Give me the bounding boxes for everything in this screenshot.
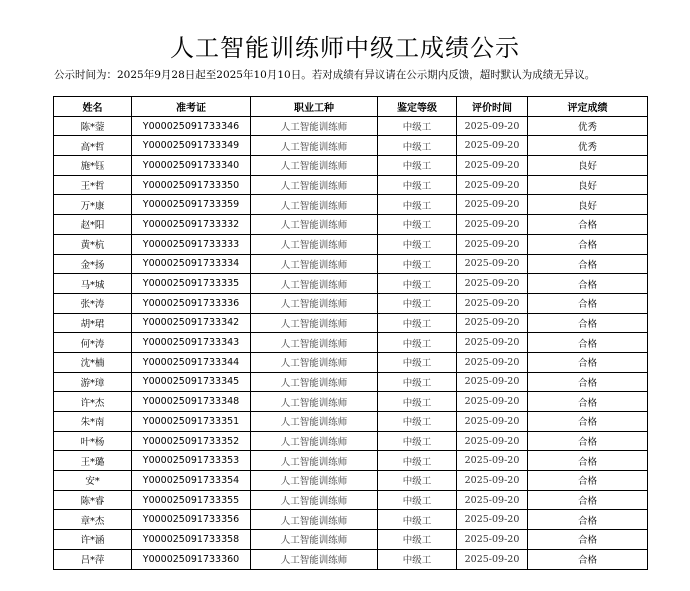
table-row — [54, 254, 648, 274]
cell-evaluation-date: 2025-09-20 — [457, 116, 528, 136]
cell-level: 中级工 — [378, 215, 457, 235]
cell-ticket-number: Y000025091733335 — [132, 274, 251, 294]
header-grade: 评定成绩 — [528, 97, 648, 117]
cell-grade: 合格 — [528, 215, 648, 235]
cell-evaluation-date: 2025-09-20 — [457, 254, 528, 274]
notice-text: 公示时间为：2025年9月28日起至2025年10月10日。若对成绩有异议请在公示期内反馈，超时默认为成绩无异议。 — [54, 69, 596, 81]
cell-grade: 优秀 — [528, 116, 648, 136]
table-row — [54, 372, 648, 392]
cell-level: 中级工 — [378, 254, 457, 274]
cell-evaluation-date: 2025-09-20 — [457, 490, 528, 510]
cell-level: 中级工 — [378, 431, 457, 451]
cell-grade: 合格 — [528, 471, 648, 491]
cell-grade: 合格 — [528, 530, 648, 550]
cell-job-type: 人工智能训练师 — [251, 195, 378, 215]
cell-name: 许*涵 — [54, 530, 132, 550]
cell-ticket-number: Y000025091733351 — [132, 412, 251, 432]
cell-level: 中级工 — [378, 549, 457, 569]
table-row — [54, 175, 648, 195]
table-row — [54, 352, 648, 372]
cell-evaluation-date: 2025-09-20 — [457, 412, 528, 432]
cell-job-type: 人工智能训练师 — [251, 254, 378, 274]
cell-job-type: 人工智能训练师 — [251, 293, 378, 313]
cell-level: 中级工 — [378, 392, 457, 412]
cell-job-type: 人工智能训练师 — [251, 392, 378, 412]
cell-evaluation-date: 2025-09-20 — [457, 431, 528, 451]
cell-level: 中级工 — [378, 195, 457, 215]
cell-name: 陈*睿 — [54, 490, 132, 510]
header-level: 鉴定等级 — [378, 97, 457, 117]
cell-job-type: 人工智能训练师 — [251, 116, 378, 136]
cell-name: 叶*杨 — [54, 431, 132, 451]
cell-level: 中级工 — [378, 412, 457, 432]
cell-level: 中级工 — [378, 293, 457, 313]
cell-level: 中级工 — [378, 451, 457, 471]
cell-evaluation-date: 2025-09-20 — [457, 530, 528, 550]
cell-ticket-number: Y000025091733348 — [132, 392, 251, 412]
cell-evaluation-date: 2025-09-20 — [457, 195, 528, 215]
cell-grade: 良好 — [528, 175, 648, 195]
cell-grade: 合格 — [528, 293, 648, 313]
cell-grade: 合格 — [528, 333, 648, 353]
cell-job-type: 人工智能训练师 — [251, 215, 378, 235]
cell-job-type: 人工智能训练师 — [251, 412, 378, 432]
cell-name: 高*哲 — [54, 136, 132, 156]
cell-level: 中级工 — [378, 234, 457, 254]
cell-ticket-number: Y000025091733360 — [132, 549, 251, 569]
cell-grade: 合格 — [528, 510, 648, 530]
table-row — [54, 156, 648, 176]
table-row — [54, 392, 648, 412]
cell-job-type: 人工智能训练师 — [251, 333, 378, 353]
cell-evaluation-date: 2025-09-20 — [457, 471, 528, 491]
cell-name: 何*涛 — [54, 333, 132, 353]
cell-evaluation-date: 2025-09-20 — [457, 510, 528, 530]
cell-name: 许*杰 — [54, 392, 132, 412]
cell-name: 张*涛 — [54, 293, 132, 313]
table-row — [54, 116, 648, 136]
cell-job-type: 人工智能训练师 — [251, 274, 378, 294]
cell-name: 胡*珺 — [54, 313, 132, 333]
cell-job-type: 人工智能训练师 — [251, 451, 378, 471]
cell-name: 赵*阳 — [54, 215, 132, 235]
cell-level: 中级工 — [378, 352, 457, 372]
cell-name: 万*康 — [54, 195, 132, 215]
table-row — [54, 274, 648, 294]
cell-evaluation-date: 2025-09-20 — [457, 313, 528, 333]
cell-job-type: 人工智能训练师 — [251, 352, 378, 372]
cell-name: 王*璐 — [54, 451, 132, 471]
cell-level: 中级工 — [378, 530, 457, 550]
cell-level: 中级工 — [378, 175, 457, 195]
cell-grade: 合格 — [528, 431, 648, 451]
cell-job-type: 人工智能训练师 — [251, 530, 378, 550]
cell-grade: 优秀 — [528, 136, 648, 156]
cell-grade: 合格 — [528, 352, 648, 372]
cell-job-type: 人工智能训练师 — [251, 156, 378, 176]
cell-job-type: 人工智能训练师 — [251, 136, 378, 156]
cell-grade: 合格 — [528, 412, 648, 432]
cell-evaluation-date: 2025-09-20 — [457, 293, 528, 313]
cell-evaluation-date: 2025-09-20 — [457, 333, 528, 353]
header-name: 姓名 — [54, 97, 132, 117]
results-table — [53, 96, 648, 570]
cell-ticket-number: Y000025091733332 — [132, 215, 251, 235]
cell-evaluation-date: 2025-09-20 — [457, 549, 528, 569]
cell-level: 中级工 — [378, 313, 457, 333]
cell-name: 章*杰 — [54, 510, 132, 530]
cell-evaluation-date: 2025-09-20 — [457, 451, 528, 471]
table-row — [54, 195, 648, 215]
cell-job-type: 人工智能训练师 — [251, 549, 378, 569]
cell-ticket-number: Y000025091733343 — [132, 333, 251, 353]
cell-name: 游*璋 — [54, 372, 132, 392]
cell-ticket-number: Y000025091733346 — [132, 116, 251, 136]
cell-job-type: 人工智能训练师 — [251, 510, 378, 530]
cell-job-type: 人工智能训练师 — [251, 175, 378, 195]
cell-job-type: 人工智能训练师 — [251, 471, 378, 491]
cell-ticket-number: Y000025091733342 — [132, 313, 251, 333]
cell-name: 黄*杭 — [54, 234, 132, 254]
cell-name: 安* — [54, 471, 132, 491]
cell-evaluation-date: 2025-09-20 — [457, 215, 528, 235]
cell-ticket-number: Y000025091733355 — [132, 490, 251, 510]
cell-level: 中级工 — [378, 136, 457, 156]
cell-ticket-number: Y000025091733353 — [132, 451, 251, 471]
cell-grade: 合格 — [528, 372, 648, 392]
cell-ticket-number: Y000025091733344 — [132, 352, 251, 372]
cell-ticket-number: Y000025091733340 — [132, 156, 251, 176]
table-row — [54, 136, 648, 156]
cell-evaluation-date: 2025-09-20 — [457, 392, 528, 412]
header-job: 职业工种 — [251, 97, 378, 117]
cell-ticket-number: Y000025091733350 — [132, 175, 251, 195]
cell-grade: 合格 — [528, 234, 648, 254]
cell-ticket-number: Y000025091733352 — [132, 431, 251, 451]
cell-evaluation-date: 2025-09-20 — [457, 136, 528, 156]
cell-job-type: 人工智能训练师 — [251, 431, 378, 451]
table-row — [54, 549, 648, 569]
page-title: 人工智能训练师中级工成绩公示 — [170, 34, 520, 63]
cell-ticket-number: Y000025091733359 — [132, 195, 251, 215]
cell-ticket-number: Y000025091733345 — [132, 372, 251, 392]
cell-job-type: 人工智能训练师 — [251, 313, 378, 333]
cell-grade: 合格 — [528, 451, 648, 471]
table-row — [54, 215, 648, 235]
cell-evaluation-date: 2025-09-20 — [457, 274, 528, 294]
cell-grade: 合格 — [528, 392, 648, 412]
table-row — [54, 451, 648, 471]
table-row — [54, 431, 648, 451]
cell-ticket-number: Y000025091733354 — [132, 471, 251, 491]
cell-grade: 合格 — [528, 254, 648, 274]
cell-name: 陈*蓥 — [54, 116, 132, 136]
cell-level: 中级工 — [378, 471, 457, 491]
cell-evaluation-date: 2025-09-20 — [457, 372, 528, 392]
cell-evaluation-date: 2025-09-20 — [457, 156, 528, 176]
cell-job-type: 人工智能训练师 — [251, 234, 378, 254]
table-row — [54, 234, 648, 254]
table-row — [54, 293, 648, 313]
cell-level: 中级工 — [378, 274, 457, 294]
cell-level: 中级工 — [378, 156, 457, 176]
table-body — [54, 116, 648, 569]
cell-evaluation-date: 2025-09-20 — [457, 175, 528, 195]
cell-name: 沈*楠 — [54, 352, 132, 372]
cell-ticket-number: Y000025091733349 — [132, 136, 251, 156]
cell-level: 中级工 — [378, 372, 457, 392]
header-date: 评价时间 — [457, 97, 528, 117]
cell-ticket-number: Y000025091733358 — [132, 530, 251, 550]
cell-grade: 合格 — [528, 274, 648, 294]
table-row — [54, 530, 648, 550]
cell-level: 中级工 — [378, 116, 457, 136]
cell-grade: 良好 — [528, 156, 648, 176]
cell-evaluation-date: 2025-09-20 — [457, 234, 528, 254]
cell-job-type: 人工智能训练师 — [251, 490, 378, 510]
table-row — [54, 333, 648, 353]
table-row — [54, 510, 648, 530]
cell-ticket-number: Y000025091733356 — [132, 510, 251, 530]
cell-name: 金*扬 — [54, 254, 132, 274]
cell-evaluation-date: 2025-09-20 — [457, 352, 528, 372]
cell-job-type: 人工智能训练师 — [251, 372, 378, 392]
cell-name: 马*城 — [54, 274, 132, 294]
cell-grade: 良好 — [528, 195, 648, 215]
cell-name: 施*钰 — [54, 156, 132, 176]
cell-level: 中级工 — [378, 490, 457, 510]
table-row — [54, 490, 648, 510]
table-row — [54, 412, 648, 432]
cell-name: 朱*南 — [54, 412, 132, 432]
header-ticket: 准考证 — [132, 97, 251, 117]
cell-name: 吕*萍 — [54, 549, 132, 569]
cell-level: 中级工 — [378, 510, 457, 530]
table-header-row — [54, 97, 648, 117]
cell-ticket-number: Y000025091733336 — [132, 293, 251, 313]
cell-name: 王*哲 — [54, 175, 132, 195]
cell-grade: 合格 — [528, 549, 648, 569]
cell-ticket-number: Y000025091733333 — [132, 234, 251, 254]
cell-grade: 合格 — [528, 313, 648, 333]
cell-grade: 合格 — [528, 490, 648, 510]
cell-level: 中级工 — [378, 333, 457, 353]
table-row — [54, 313, 648, 333]
table-row — [54, 471, 648, 491]
cell-ticket-number: Y000025091733334 — [132, 254, 251, 274]
